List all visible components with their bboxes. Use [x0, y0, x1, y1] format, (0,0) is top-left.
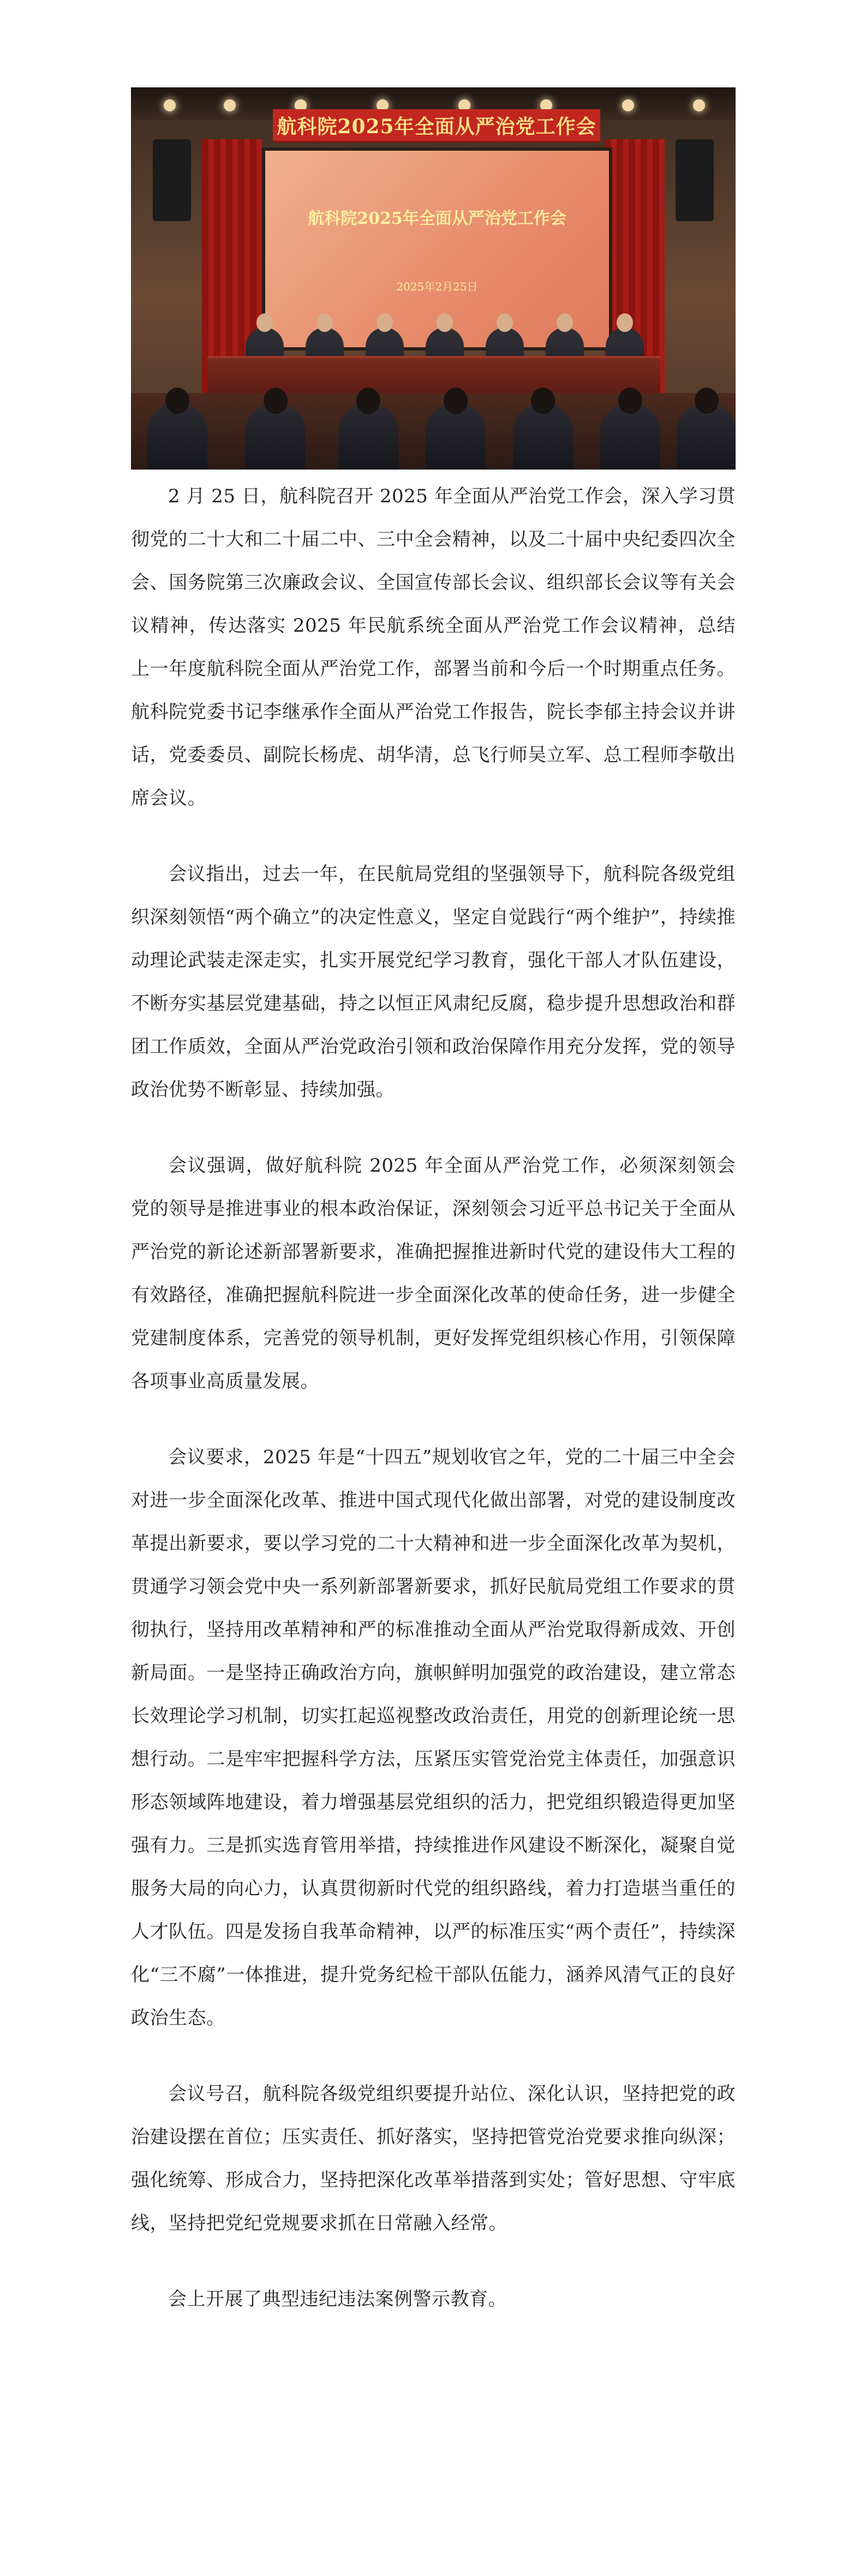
article-body	[131, 475, 736, 2321]
paragraph: 会议指出，过去一年，在民航局党组的坚强领导下，航科院各级党组织深刻领悟“两个确立”的决定性意义，坚定自觉践行“两个维护”，持续推动理论武装走深走实，扎实开展党纪学习教育，强化干部人才队伍建设，不断夯实基层党建基础，持之以恒正风肃纪反腐，稳步提升思想政治和群团工作质效，全面从严治党政治引领和政治保障作用充分发挥，党的领导政治优势不断彰显、持续加强。	[131, 863, 736, 1101]
ceiling-light	[693, 99, 705, 111]
ceiling-light	[164, 99, 176, 111]
audience-figure	[600, 404, 660, 470]
ceiling-light	[622, 99, 634, 111]
speaker	[676, 139, 714, 221]
stage-banner	[273, 109, 600, 143]
audience-figure	[426, 404, 486, 470]
paragraph: 会议强调，做好航科院 2025 年全面从严治党工作，必须深刻领会党的领导是推进事业的根本政治保证，深刻领会习近平总书记关于全面从严治党的新论述新部署新要求，准确把握推进新时代党的建设伟大工程的有效路径，准确把握航科院进一步全面深化改革的使命任务，进一步健全党建制度体系，完善党的领导机制，更好发挥党组织核心作用，引领保障各项事业高质量发展。	[131, 1155, 736, 1392]
audience-figure	[147, 404, 207, 470]
paragraph: 会议要求，2025 年是“十四五”规划收官之年，党的二十届三中全会对进一步全面深化改革、推进中国式现代化做出部署，对党的建设制度改革提出新要求，要以学习党的二十大精神和进一步全面深化改革为契机，贯通学习领会党中央一系列新部署新要求，抓好民航局党组工作要求的贯彻执行，坚持用改革精神和严的标准推动全面从严治党取得新成效、开创新局面。一是坚持正确政治方向，旗帜鲜明加强党的政治建设，建立常态长效理论学习机制，切实扛起巡视整改政治责任，用党的创新理论统一思想行动。二是牢牢把握科学方法，压紧压实管党治党主体责任，加强意识形态领域阵地建设，着力增强基层党组织的活力，把党组织锻造得更加坚强有力。三是抓实选育管用举措，持续推进作风建设不断深化，凝聚自觉服务大局的向心力，认真贯彻新时代党的组织路线，着力打造堪当重任的人才队伍。四是发扬自我革命精神，以严的标准压实“两个责任”，持续深化“三不腐”一体推进，提升党务纪检干部队伍能力，涵养风清气正的良好政治生态。	[131, 1446, 736, 2029]
paragraph: 会上开展了典型违纪违法案例警示教育。	[168, 2288, 507, 2310]
meeting-photo	[131, 87, 736, 470]
audience-figure	[338, 404, 398, 470]
audience-figure	[513, 404, 573, 470]
screen-date: 2025年2月25日	[396, 280, 478, 293]
paragraph: 会议号召，航科院各级党组织要提升站位、深化认识，坚持把党的政治建设摆在首位；压实责任、抓好落实，坚持把管党治党要求推向纵深；强化统筹、形成合力，坚持把深化改革举措落到实处；管好思想、守牢底线，坚持把党纪党规要求抓在日常融入经常。	[131, 2083, 736, 2234]
banner-text: 航科院2025年全面从严治党工作会	[277, 115, 596, 138]
audience-figure	[677, 404, 736, 470]
ceiling-light	[224, 99, 236, 111]
screen-title: 航科院2025年全面从严治党工作会	[308, 209, 566, 228]
speaker	[153, 139, 191, 221]
audience-figure	[246, 404, 306, 470]
paragraph: 2 月 25 日，航科院召开 2025 年全面从严治党工作会，深入学习贯彻党的二十大和二十届二中、三中全会精神，以及二十届中央纪委四次全会、国务院第三次廉政会议、全国宣传部长会议、组织部长会议等有关会议精神，传达落实 2025 年民航系统全面从严治党工作会议精神，总结上一年度航科院全面从严治党工作，部署当前和今后一个时期重点任务。航科院党委书记李继承作全面从严治党工作报告，院长李郁主持会议并讲话，党委委员、副院长杨虎、胡华清，总飞行师吴立军、总工程师李敬出席会议。	[131, 485, 736, 809]
